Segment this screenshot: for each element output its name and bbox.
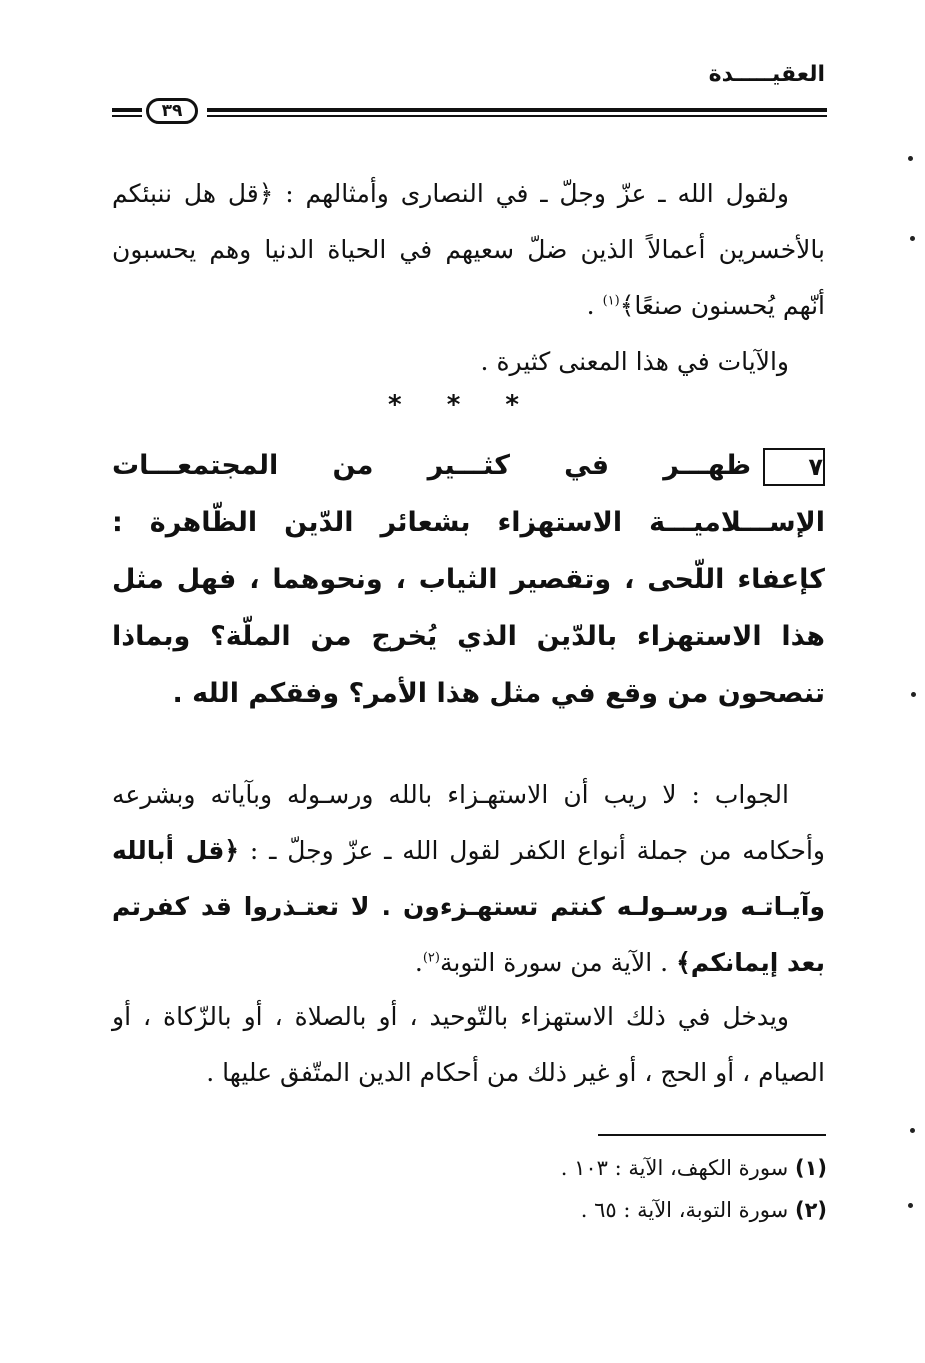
scan-speck	[911, 692, 916, 697]
footnote-ref-1: (١)	[602, 293, 620, 309]
rule-long-thick	[207, 108, 827, 112]
answer-text: الجواب : لا ريب أن الاستهـزاء بالله ورسـوله وبآياته وبشرعه وأحكامه من جملة أنواع الكفر لقول الله ـ عزّ وجلّ ـ :	[112, 780, 825, 865]
footnote-text: سورة الكهف، الآية : ١٠٣ .	[560, 1156, 789, 1180]
footnote-2	[300, 1195, 827, 1225]
footnote-1	[300, 1153, 827, 1183]
scan-speck	[908, 1203, 913, 1208]
scan-speck	[910, 236, 915, 241]
paragraph-end: .	[586, 291, 603, 320]
rule-long-thin	[207, 115, 827, 117]
scan-speck	[910, 1128, 915, 1133]
question-block	[112, 437, 825, 722]
footnote-number: (١)	[794, 1156, 827, 1180]
section-separator: * * *	[388, 390, 537, 420]
paragraph-quran-verse	[112, 166, 825, 334]
answer-paragraph	[112, 767, 825, 991]
page-number: ٣٩	[146, 98, 198, 124]
scan-speck	[908, 156, 913, 161]
footnote-rule	[598, 1134, 826, 1136]
footnote-number: (٢)	[794, 1198, 827, 1222]
question-number-box: ٧	[763, 448, 825, 486]
footnote-text: سورة التوبة، الآية : ٦٥ .	[580, 1198, 789, 1222]
answer-paragraph-2: ويدخل في ذلك الاستهزاء بالتّوحيد ، أو بالصلاة ، أو بالزّكاة ، أو الصيام ، أو الحج ، أو غير ذلك من أحكام الدين المتّفق عليها .	[112, 1002, 825, 1087]
answer-source: . الآية من سورة التوبة	[439, 948, 677, 977]
running-title: العقيـــــدة	[708, 62, 825, 87]
answer-quran-quote: ﴿قل أبالله وآيـاتـه ورسـولـه كنتم تستهـزءون . لا تعتـذروا قد كفرتم بعد إيمانكم﴾	[112, 836, 825, 977]
paragraph-verses-note: والآيات في هذا المعنى كثيرة .	[480, 347, 789, 376]
question-text: ظهـــر في كثـــير من المجتمعـــات الإســـلاميـــة الاستهزاء بشعائر الدّين الظّاهرة : كإعفاء اللّحى ، وتقصير الثياب ، ونحوهما ، فهل مثل هذا الاستهزاء بالدّين الذي يُخرج من الملّة؟ وبماذا تنصحون من وقع في مثل هذا الأمر؟ وفقكم الله .	[112, 450, 825, 709]
header-rule	[112, 98, 827, 128]
rule-short-thin	[112, 115, 142, 117]
rule-short-thick	[112, 108, 142, 112]
paragraph-text: ولقول الله ـ عزّ وجلّ ـ في النصارى وأمثالهم : ﴿قل هل ننبئكم بالأخسرين أعمالاً الذين ضلّ سعيهم في الحياة الدنيا وهم يحسبون أنّهم يُحسنون صنعًا﴾	[112, 179, 825, 320]
footnote-ref-2: (٢)	[422, 950, 440, 966]
answer-end: .	[414, 948, 423, 977]
